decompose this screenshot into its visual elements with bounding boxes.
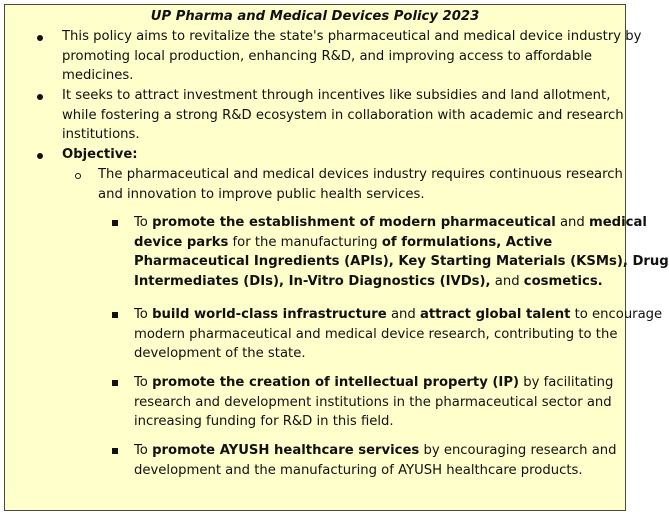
square-bullet-icon (112, 380, 118, 386)
point-line (134, 325, 662, 345)
point-line (134, 233, 669, 253)
bullet-1-line-3: medicines. (62, 68, 134, 84)
point-line (134, 393, 613, 413)
text-run: by encouraging research and (419, 443, 617, 458)
text-run: by facilitating (519, 375, 614, 390)
bold-text: cosmetics. (523, 273, 603, 289)
bold-text: medical (588, 215, 647, 230)
text-run: To (134, 375, 153, 390)
square-bullet-icon (112, 312, 118, 318)
bullet-2-line-2: while fostering a strong R&D ecosystem in collaboration with academic and research (62, 107, 624, 123)
objective-point-1 (134, 213, 669, 291)
bullet-dot-icon (37, 94, 43, 100)
point-line (134, 344, 662, 364)
point-line (134, 252, 669, 272)
bullet-1-line-2: promoting local production, enhancing R&D, and improving access to affordable (62, 48, 593, 64)
bullet-item-2 (62, 86, 624, 145)
objective-heading: Objective: (62, 147, 138, 162)
text-run: development and the manufacturing of AYUSH healthcare products. (134, 462, 583, 478)
text-run: and (386, 307, 420, 322)
text-run: and (490, 273, 524, 289)
bullet-item-1 (62, 27, 641, 86)
text-run: and (555, 215, 589, 230)
text-run: modern pharmaceutical and medical device research, contributing to the (134, 326, 618, 342)
text-run: To (134, 215, 153, 230)
bold-text: attract global talent (419, 307, 571, 322)
point-line (134, 461, 617, 481)
text-run: research and development institutions in the pharmaceutical sector and (134, 394, 612, 410)
bold-text: build world-class infrastructure (152, 307, 387, 322)
bold-text: device parks (134, 234, 229, 250)
point-line (134, 213, 669, 233)
sub-item-line-2: and innovation to improve public health services. (98, 186, 425, 202)
objective-point-4 (134, 441, 617, 480)
point-line (134, 441, 617, 461)
bullet-dot-icon (37, 35, 43, 41)
objective-sub-item (98, 165, 623, 204)
objective-point-3 (134, 373, 613, 432)
objective-point-2 (134, 305, 662, 364)
bold-text: Intermediates (DIs), In-Vitro Diagnostics (IVDs), (134, 273, 491, 289)
text-run: development of the state. (134, 346, 306, 362)
point-line (134, 412, 613, 432)
bullet-2-line-3: institutions. (62, 127, 140, 143)
bold-text: of formulations, Active (381, 234, 553, 250)
bold-text: promote the establishment of modern pharmaceutical (152, 215, 556, 230)
sub-item-line-1: The pharmaceutical and medical devices industry requires continuous research (98, 167, 623, 182)
bold-text: Pharmaceutical Ingredients (APIs), Key Starting Materials (KSMs), Drug (134, 254, 669, 270)
text-run: to encourage (570, 307, 663, 322)
text-run: To (134, 307, 153, 322)
bold-text: promote AYUSH healthcare services (152, 443, 420, 458)
hollow-circle-bullet-icon (75, 173, 81, 179)
bullet-1-line-1: This policy aims to revitalize the state's pharmaceutical and medical device industry by (62, 29, 642, 44)
text-run: increasing funding for R&D in this field. (134, 414, 394, 430)
bold-text: promote the creation of intellectual property (IP) (152, 375, 520, 390)
bullet-2-line-1: It seeks to attract investment through incentives like subsidies and land allotment, (62, 88, 611, 103)
bullet-dot-icon (37, 153, 43, 159)
policy-title: UP Pharma and Medical Devices Policy 2023 (150, 9, 480, 24)
text-run: To (134, 443, 153, 458)
point-line (134, 373, 613, 393)
point-line (134, 272, 669, 292)
policy-text-box (4, 4, 669, 511)
text-run: for the manufacturing (228, 234, 382, 250)
square-bullet-icon (112, 220, 118, 226)
square-bullet-icon (112, 448, 118, 454)
point-line (134, 305, 662, 325)
